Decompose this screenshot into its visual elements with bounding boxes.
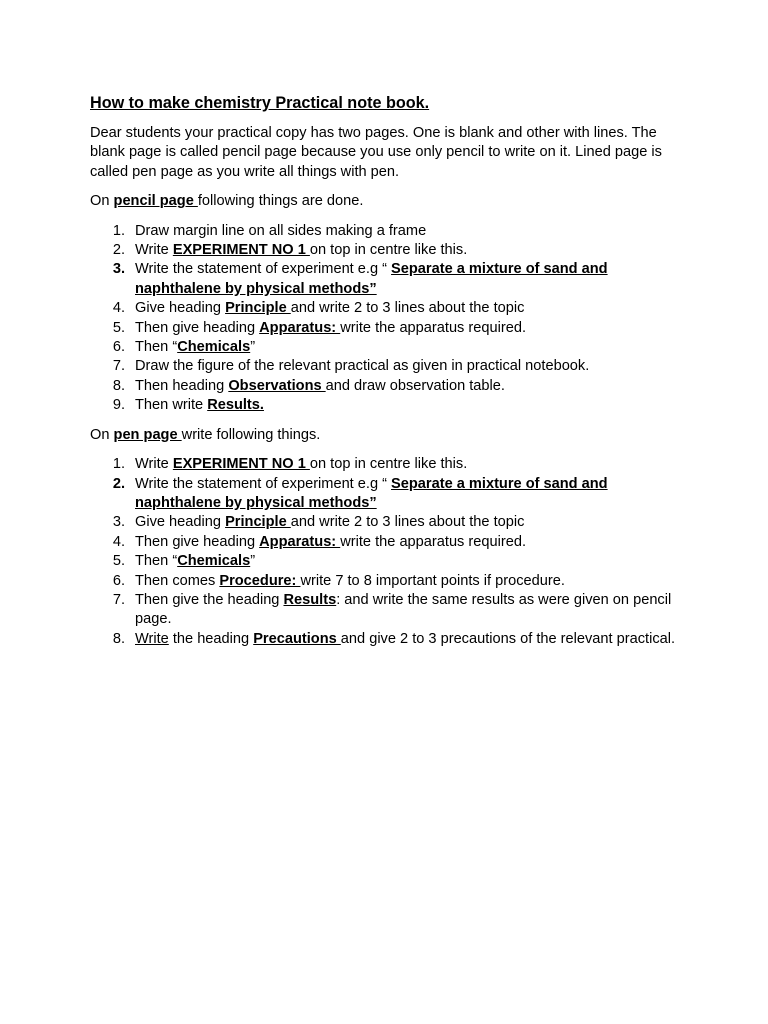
list-item — [90, 630, 690, 649]
list-item-text: Then give the heading — [135, 591, 284, 608]
emphasized-text: Separate a mixture of sand and naphthalene by physical methods” — [135, 261, 608, 297]
list-item — [90, 260, 690, 299]
list-item-text: Then “ — [135, 553, 178, 570]
emphasized-text: Chemicals — [177, 339, 251, 356]
emphasized-text: Chemicals — [177, 553, 251, 570]
pen-intro-post: write following things. — [181, 426, 321, 443]
list-item-text: the heading — [168, 630, 254, 647]
list-item-number: 4. — [112, 533, 125, 550]
list-item-text: write the apparatus required. — [340, 533, 527, 550]
emphasized-text: Results. — [207, 397, 264, 414]
list-item-text: Give heading — [135, 300, 226, 317]
emphasized-text: Procedure: — [219, 572, 301, 589]
list-item-text: Then “ — [135, 339, 178, 356]
list-item — [90, 319, 690, 338]
list-item-text: Then write — [135, 397, 208, 414]
list-item-number: 7. — [112, 591, 125, 608]
list-item-number: 2. — [112, 475, 125, 492]
pencil-page-list — [90, 222, 690, 416]
list-item-number: 7. — [112, 358, 125, 375]
list-item-text: write 7 to 8 important points if procedure. — [300, 572, 565, 589]
list-item-number: 6. — [112, 339, 125, 356]
list-item-number: 8. — [112, 630, 125, 647]
list-item — [90, 455, 690, 474]
list-item-text: write the apparatus required. — [340, 319, 527, 336]
list-item-number: 5. — [112, 319, 125, 336]
list-item-number: 6. — [112, 572, 125, 589]
list-item-text: Then give heading — [135, 319, 260, 336]
list-item-text: Write — [135, 456, 173, 473]
list-item — [90, 241, 690, 260]
emphasized-text: Principle — [225, 514, 291, 531]
list-item — [90, 591, 690, 630]
emphasized-text: Apparatus: — [259, 533, 341, 550]
list-item-number: 1. — [112, 456, 125, 473]
list-item-text: Then heading — [135, 377, 229, 394]
list-item-text: ” — [250, 339, 256, 356]
list-item-text: Write the statement of experiment e.g “ — [135, 475, 392, 492]
document-title: How to make chemistry Practical note book. — [90, 94, 430, 112]
list-item — [90, 475, 690, 514]
pen-page-list — [90, 455, 690, 649]
list-item — [90, 572, 690, 591]
list-item-text: Then comes — [135, 572, 220, 589]
emphasized-text: EXPERIMENT NO 1 — [172, 456, 310, 473]
list-item — [90, 357, 690, 376]
pen-page-intro — [90, 426, 690, 445]
emphasized-text: Results — [283, 591, 337, 608]
list-item-text: and write 2 to 3 lines about the topic — [290, 300, 525, 317]
list-item — [90, 299, 690, 318]
intro-paragraph: Dear students your practical copy has two pages. One is blank and other with lines. The blank page is called pencil page because you use only pencil to write on it. Lined page is called pen page as you write all things with pen. — [90, 125, 662, 180]
pencil-page-intro — [90, 192, 690, 211]
emphasized-text: Separate a mixture of sand and naphthalene by physical methods” — [135, 475, 608, 511]
pencil-page-term: pencil page — [113, 193, 198, 210]
list-item-text: and write 2 to 3 lines about the topic — [290, 514, 525, 531]
list-item — [90, 552, 690, 571]
pen-page-term: pen page — [113, 426, 182, 443]
list-item-text: : and write the same results as were given on pencil page. — [135, 591, 672, 628]
emphasized-text: Observations — [228, 377, 326, 394]
list-item-text: on top in centre like this. — [309, 242, 468, 259]
list-item-number: 1. — [112, 222, 125, 239]
emphasized-text: Principle — [225, 300, 291, 317]
list-item — [90, 338, 690, 357]
list-item-number: 4. — [112, 300, 125, 317]
pencil-intro-post: following things are done. — [197, 193, 364, 210]
list-item — [90, 513, 690, 532]
list-item — [90, 396, 690, 415]
list-item-text: Write the statement of experiment e.g “ — [135, 261, 392, 278]
list-item — [90, 222, 690, 241]
list-item-number: 8. — [112, 377, 125, 394]
list-item-number: 3. — [112, 261, 125, 278]
list-item — [90, 377, 690, 396]
emphasized-text: Apparatus: — [259, 319, 341, 336]
list-item-text: and draw observation table. — [325, 377, 505, 394]
pen-intro-pre: On — [90, 426, 114, 443]
list-item-number: 9. — [112, 397, 125, 414]
pencil-intro-pre: On — [90, 193, 114, 210]
emphasized-text: EXPERIMENT NO 1 — [172, 242, 310, 259]
list-item-text: Then give heading — [135, 533, 260, 550]
list-item-number: 5. — [112, 553, 125, 570]
list-item-text: Write — [135, 242, 173, 259]
list-item-number: 2. — [112, 242, 125, 259]
document-page — [90, 93, 690, 659]
list-item-text: Draw the figure of the relevant practical as given in practical notebook. — [135, 358, 590, 375]
emphasized-text: Write — [135, 630, 169, 647]
list-item — [90, 533, 690, 552]
list-item-text: ” — [250, 553, 256, 570]
list-item-number: 3. — [112, 514, 125, 531]
list-item-text: and give 2 to 3 precautions of the relevant practical. — [340, 630, 676, 647]
list-item-text: Give heading — [135, 514, 226, 531]
emphasized-text: Precautions — [253, 630, 341, 647]
list-item-text: on top in centre like this. — [309, 456, 468, 473]
list-item-text: Draw margin line on all sides making a frame — [135, 222, 427, 239]
